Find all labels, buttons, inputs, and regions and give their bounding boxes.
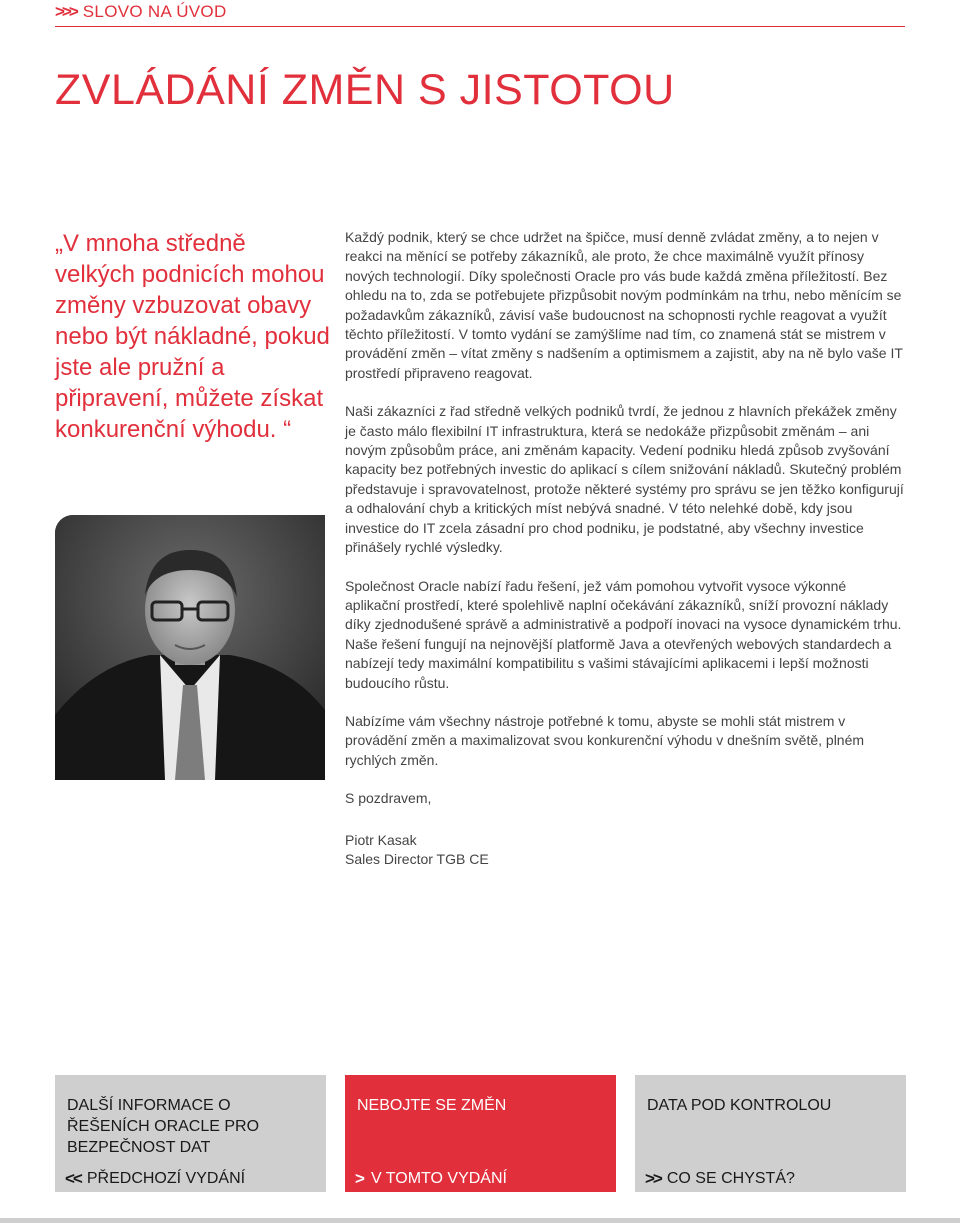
nav-box-link-label: V TOMTO VYDÁNÍ — [370, 1170, 507, 1187]
nav-box-link-label: CO SE CHYSTÁ? — [666, 1170, 795, 1187]
header-divider — [55, 26, 905, 27]
double-chevron-right-icon: >> — [645, 1169, 661, 1188]
article-paragraph: Naši zákazníci z řad středně velkých podniků tvrdí, že jednou z hlavních překážek změny je často málo flexibilní IT infrastruktura, která se nedokáže přizpůsobit změnám – ani novým způsobům práce, ani změnám kapacity. Vedení podniku hledá způsob zvyšování kapacity bez potřebných investic do aplikací s cílem snižování nákladů. Skutečný problém představuje i spravovatelnost, protože některé systémy pro správu se jen těžko konfigurují a odhalování chyb a kritických míst nebývá snadné. V této nelehké době, kdy jsou investice do IT zcela zásadní pro chod podniku, je podstatné, aby všechny investice přinášely rychlé výsledky. — [345, 403, 904, 556]
nav-box-previous[interactable] — [55, 1075, 326, 1192]
nav-box-current[interactable] — [345, 1075, 616, 1192]
section-label — [55, 2, 227, 22]
portrait-photo — [55, 515, 325, 780]
footer-divider — [0, 1218, 960, 1223]
nav-box-title: DALŠÍ INFORMACE O ŘEŠENÍCH ORACLE PRO BEZPEČNOST DAT — [67, 1097, 260, 1156]
article-paragraph: Každý podnik, který se chce udržet na špičce, musí denně zvládat změny, a to nejen v reakci na měnící se potřeby zákazníků, ale proto, že chce maximálně využít přínosy nových technologií. Díky společnosti Oracle pro vás bude každá změna příležitostí. Bez ohledu na to, zda se potřebujete přizpůsobit novým podmínkám na trhu, nebo měnícím se požadavkům zákazníků, závisí vaše budoucnost na schopnosti rychle reagovat a využít těchto příležitostí. V tomto vydání se zamýšlíme nad tím, co znamená stát se mistrem v provádění změn – vítat změny s nadšením a optimismem a zajistit, aby na ně bylo vaše IT prostředí připraveno reagovat. — [345, 229, 903, 381]
pull-quote: „V mnoha středně velkých podnicích mohou změny vzbuzovat obavy nebo být nákladné, pokud jste ale pružní a připravení, můžete získat konkurenční výhodu. “ — [55, 230, 330, 443]
next-issue-link[interactable] — [645, 1168, 795, 1189]
article-body — [345, 228, 905, 869]
page-title: ZVLÁDÁNÍ ZMĚN S JISTOTOU — [55, 66, 675, 114]
nav-box-next[interactable] — [635, 1075, 906, 1192]
nav-box-title: NEBOJTE SE ZMĚN — [357, 1097, 507, 1114]
section-label-text: SLOVO NA ÚVOD — [82, 2, 227, 21]
signature-name: Piotr Kasak — [345, 831, 417, 848]
previous-issue-link[interactable] — [65, 1168, 245, 1189]
double-chevron-left-icon: << — [65, 1169, 81, 1188]
signature-title: Sales Director TGB CE — [345, 850, 489, 867]
current-issue-link[interactable] — [355, 1168, 507, 1189]
triple-chevron-icon: >>> — [55, 2, 76, 21]
article-paragraph: Nabízíme vám všechny nástroje potřebné k tomu, abyste se mohli stát mistrem v provádění změn a maximalizovat svou konkurenční výhodu v dnešním světě, plném rychlých změn. — [345, 712, 865, 768]
chevron-right-icon: > — [355, 1169, 365, 1188]
nav-box-link-label: PŘEDCHOZÍ VYDÁNÍ — [86, 1170, 246, 1187]
signoff: S pozdravem, — [345, 790, 432, 807]
article-paragraph: Společnost Oracle nabízí řadu řešení, jež vám pomohou vytvořit vysoce výkonné aplikační prostředí, které spolehlivě naplní očekávání zákazníků, sníží provozní náklady díky zjednodušené správě a administrativě a podpoří inovaci na vysoce dynamickém trhu. Naše řešení fungují na nejnovější platformě Java a otevřených webových standardech a nabízejí tedy maximální kompatibilitu s vašimi stávajícími aplikacemi i lepší možnosti budoucího růstu. — [345, 577, 902, 691]
nav-box-title: DATA POD KONTROLOU — [647, 1097, 832, 1114]
